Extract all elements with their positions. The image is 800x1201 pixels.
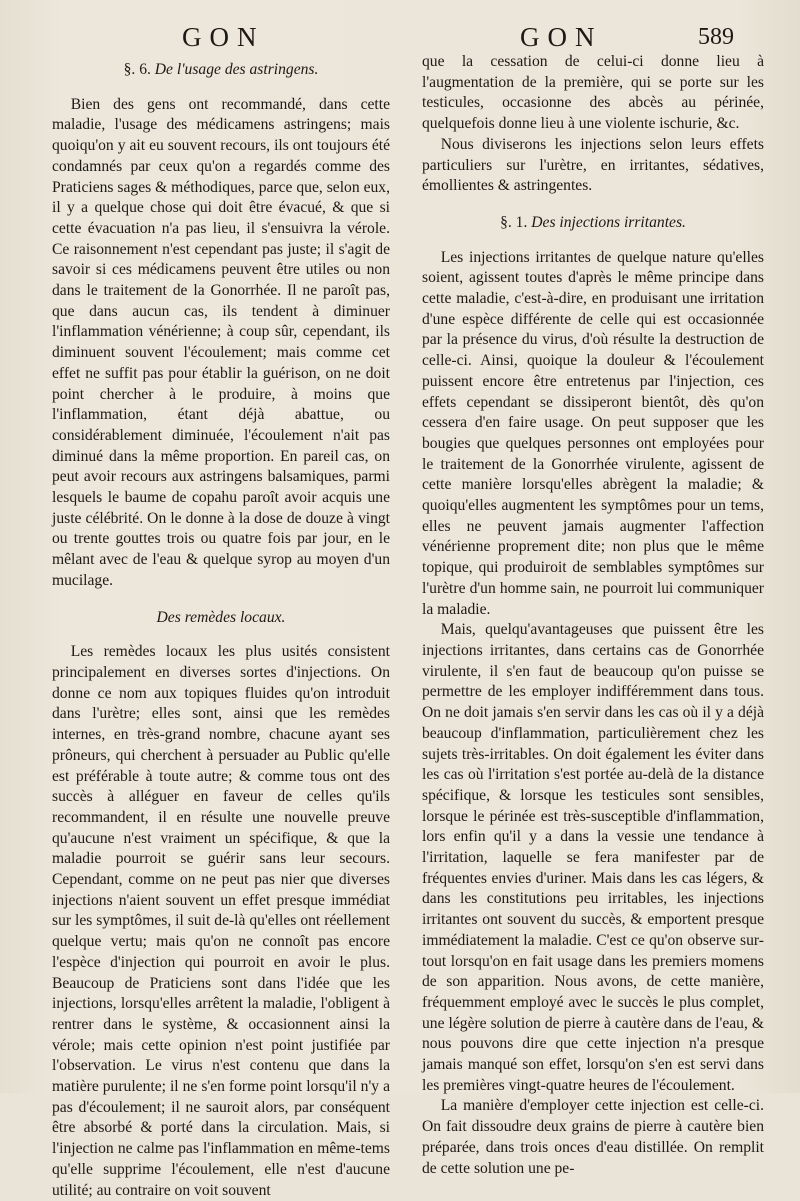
paragraph: Bien des gens ont recommandé, dans cette maladie, l'usage des médicamens astringens; mais quoiqu'on y ait eu souvent recours, ils ont toujours été condamnés par ceux qu'on a regardés comme des Praticiens sages & méthodiques, parce que, selon eux, il y a quelque chose qui doit être évacué, & que si cette évacuation n'a pas lieu, il s'ensuivra la vérole. Ce raisonnement n'est cependant pas juste; il s'agit de savoir si ces médicamens peuvent être utiles ou non dans le traitement de la Gonorrhée. Il ne paroît pas, que dans aucun cas, ils tendent à diminuer l'inflammation vénérienne; à coup sûr, cependant, ils diminuent souvent l'écoulement; mais comme cet effet ne suffit pas pour établir la guérison, on ne doit point chercher à le produire, à moins que l'inflammation, étant déjà abattue, ou considérablement diminuée, l'écoulement n'ait pas diminué dans la même proportion. En pareil cas, on peut avoir recours aux astringens balsamiques, parmi lesquels le baume de copahu paroît avoir acquis une juste célébrité. On le donne à la dose de douze à vingt ou trente gouttes trois ou quatre fois par jour, en le mêlant avec de l'eau & quelque syrop au moyen d'un mucilage. (52, 95, 390, 589)
paragraph: Les remèdes locaux les plus usités consistent principalement en diverses sortes d'injections. On donne ce nom aux topiques fluides qu'on introduit dans l'urètre; elles sont, ainsi que les remèdes internes, en très-grand nombre, chacune ayant ses prôneurs, qui cherchent à persuader au Public qu'elle est préférable à toute autre; & comme tous ont des succès à alléguer en faveur de celles qu'ils recommandent, il en résulte une nouvelle preuve qu'aucune n'est vraiment un spécifique, & que la maladie pourroit se guérir sans leur secours. Cependant, comme on ne peut pas nier que diverses injections n'aient souvent un effet presque immédiat sur les symptômes, il suit de-là qu'elles ont réellement quelque vertu; mais qu'on ne connoît pas encore l'espèce d'injection qui pourroit en avoir le plus. Beaucoup de Praticiens sont dans l'idée que les injections, lorsqu'elles arrêtent la maladie, l'obligent à rentrer dans le système, & occasionnent ainsi la vérole; mais cette opinion n'est point justifiée par l'observation. Le virus n'est contenu que dans la matière purulente; il ne s'en forme point lorsqu'il n'y a pas d'écoulement; il ne sauroit alors, par conséquent être absorbé & porté dans la circulation. Mais, si l'injection ne calme pas l'inflammation en même-tems qu'elle supprime l'écoulement, elle n'est d'aucune utilité; au contraire on voit souvent (52, 643, 390, 1199)
page-number: 589 (698, 24, 734, 50)
running-head-left: GON (182, 22, 265, 52)
paragraph: que la cessation de celui-ci donne lieu à l'augmentation de la première, qui se porte sur les testicules, occasionne des abcès au périnée, quelquefois donne lieu à une violente ischurie, &c. (422, 53, 764, 133)
left-column (52, 58, 390, 1201)
paragraph: Nous diviserons les injections selon leurs effets particuliers sur l'urètre, en irritantes, sédatives, émollientes & astringentes. (422, 135, 764, 195)
section-title-astringens (52, 60, 390, 81)
paragraph: La manière d'employer cette injection est celle-ci. On fait dissoudre deux grains de pierre à cautère bien préparée, dans trois onces d'eau distillée. On remplit de cette solution une pe- (422, 1097, 764, 1177)
section-number: §. 1. (500, 213, 528, 231)
running-head (0, 22, 800, 56)
section-title-injections-irritantes (422, 213, 764, 234)
paragraph: Les injections irritantes de quelque nature qu'elles soient, agissent toutes d'après le même principe dans cette maladie, c'est-à-dire, en produisant une irritation d'une espèce différente de celle qui est occasionnée par la présence du virus, d'où résulte la destruction de celle-ci. Ainsi, quoique la douleur & l'écoulement puissent encore être entretenus par l'injection, ces effets cependant se dissiperont bientôt, dès qu'on cessera d'en faire usage. On peut supposer que les bougies que quelques personnes ont employées pour le traitement de la Gonorrhée virulente, agissent de cette manière lorsqu'elles abrègent la maladie; & quoiqu'elles augmentent les symptômes pour un tems, elles ne peuvent jamais augmenter l'affection vénérienne proprement dite; non plus que le même topique, qui produiroit de semblables symptômes sur l'urètre d'un homme sain, ne pourroit lui communiquer la maladie. (422, 248, 764, 618)
section-number: §. 6. (123, 61, 151, 78)
section-title-text: Des injections irritantes. (531, 213, 686, 231)
paragraph: Mais, quelqu'avantageuses que puissent être les injections irritantes, dans certains cas de Gonorrhée virulente, il s'en faut de beaucoup qu'on puisse se permettre de les employer indifféremment dans tous. On ne doit jamais s'en servir dans les cas où il y a déjà beaucoup d'inflammation, particulièrement chez les sujets très-irritables. On doit également les éviter dans les cas où l'irritation s'est portée au-delà de la distance spécifique, & lorsque les testicules sont sensibles, lorsque le périnée est très-susceptible d'inflammation, lors enfin qu'il y a dans la vessie une tendance à l'irritation, laquelle se fera manifester par de fréquentes envies d'uriner. Mais dans les cas légers, & dans les constitutions peu irritables, les injections irritantes ont souvent du succès, & emportent presque immédiatement la maladie. C'est ce qu'on observe sur-tout lorsqu'on en fait usage dans les premiers momens de son apparition. Nous avons, de cette manière, fréquemment employé avec le succès le plus complet, une légère solution de pierre à cautère dans de l'eau, & nous pouvons dire que cette injection n'a presque jamais manqué son effet, lorsqu'on s'en est servi dans les premières vingt-quatre heures de l'écoulement. (422, 621, 764, 1094)
running-head-right: GON (520, 22, 603, 52)
section-title-remedes-locaux: Des remèdes locaux. (156, 608, 286, 626)
section-title-text: De l'usage des astringens. (154, 61, 319, 78)
right-column (422, 52, 764, 1179)
